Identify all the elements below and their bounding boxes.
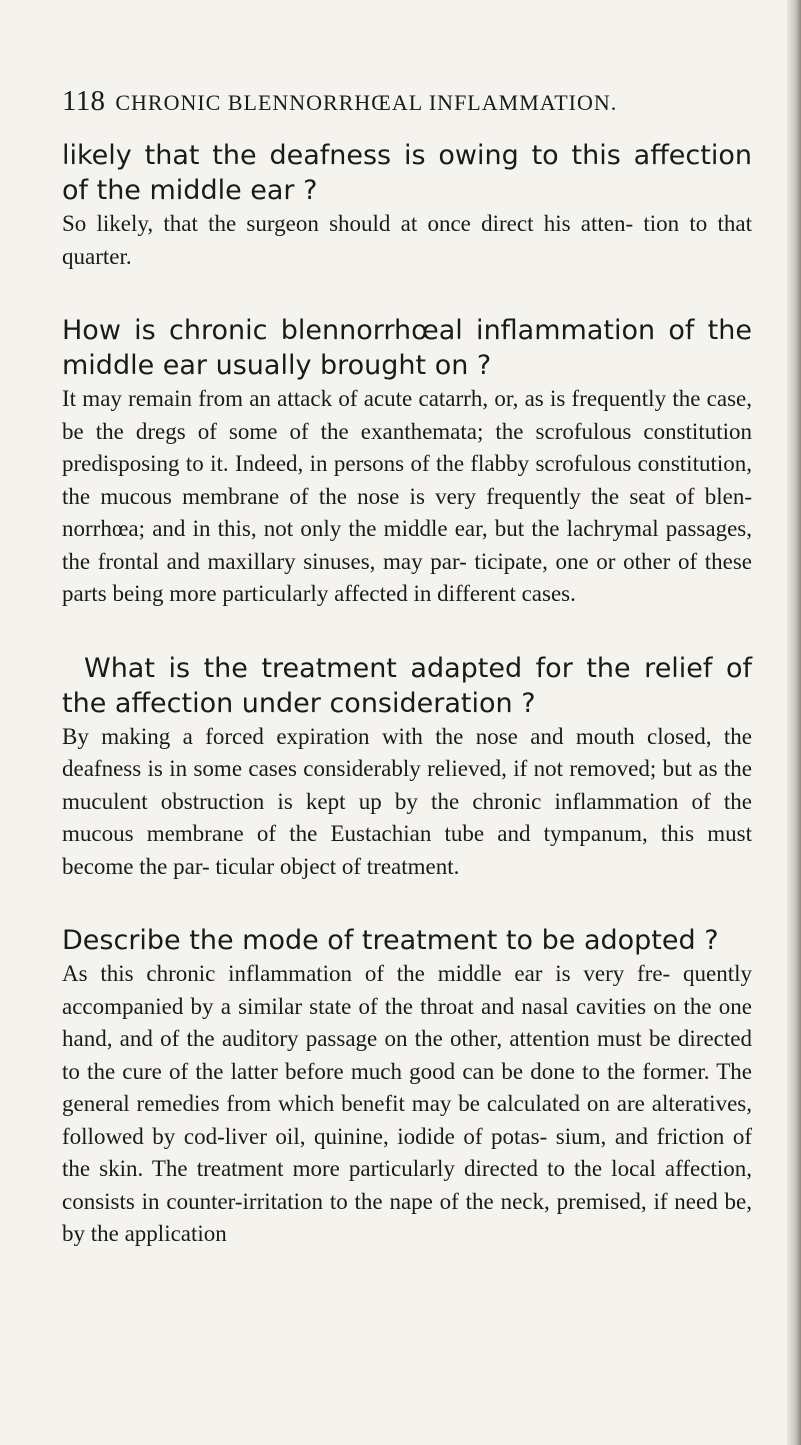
page-number: 118 <box>62 85 106 117</box>
question-4: Describe the mode of treatment to be adopted ? <box>62 925 719 956</box>
answer-2: It may remain from an attack of acute catarrh, or, as is frequently the case, be the dregs of some of the exanthemata; the scrofulous constitution predisposing to it. Indeed, in persons of the flabby scrofulous constitution, the mucous membrane of the nose is very frequently the seat of blen- norrhœa; and in this, not only the middle ear, but the lachrymal passages, the frontal and maxillary sinuses, may par- ticipate, one or other of these parts being more particularly affected in different cases. <box>62 386 752 606</box>
answer-4: As this chronic inflammation of the middle ear is very fre- quently accompanied by a similar state of the throat and nasal cavities on the one hand, and of the auditory passage on the other, attention must be directed to the cure of the latter before much good can be done to the former. The general remedies from which benefit may be calculated on are alteratives, followed by cod-liver oil, quinine, iodide of potas- sium, and friction of the skin. The treatment more particularly directed to the local affection, consists in counter-irritation to the nape of the neck, premised, if need be, by the application <box>62 961 752 1246</box>
question-1: likely that the deafness is owing to this affection of the middle ear ? <box>62 140 752 206</box>
running-head <box>62 85 762 118</box>
question-2: How is chronic blennorrhœal inflammation of the middle ear usually brought on ? <box>62 315 752 381</box>
answer-3: By making a forced expiration with the nose and mouth closed, the deafness is in some cases considerably relieved, if not removed; but as the muculent obstruction is kept up by the chronic inflammation of the mucous membrane of the Eustachian tube and tympanum, this must become the par- ticular object of treatment. <box>62 723 752 879</box>
page-edge-shadow <box>787 0 801 1445</box>
answer-1: So likely, that the surgeon should at once direct his atten- tion to that quarter. <box>62 211 752 269</box>
question-3: What is the treatment adapted for the relief of the affection under consideration ? <box>62 652 752 719</box>
running-title: CHRONIC BLENNORRHŒAL INFLAMMATION. <box>115 90 618 115</box>
text-column <box>62 138 752 1251</box>
